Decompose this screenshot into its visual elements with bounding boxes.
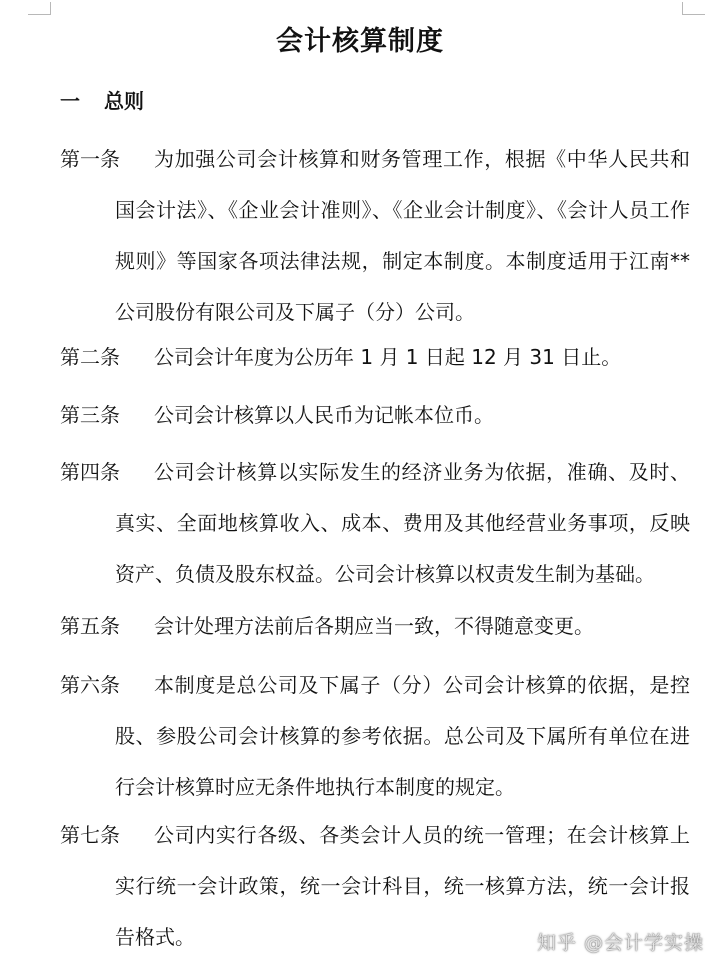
section-title: 总则 bbox=[104, 89, 144, 113]
article-4 bbox=[60, 447, 690, 600]
article-1 bbox=[60, 134, 690, 338]
article-label: 第五条 bbox=[60, 614, 120, 638]
article-label: 第二条 bbox=[60, 345, 120, 369]
section-number: 一 bbox=[60, 89, 80, 113]
article-text: 公司内实行各级、各类会计人员的统一管理；在会计核算上实行统一会计政策，统一会计科目，统一核算方法，统一会计报告格式。 bbox=[115, 823, 690, 949]
article-3 bbox=[60, 390, 690, 441]
article-label: 第四条 bbox=[60, 460, 120, 484]
article-5 bbox=[60, 601, 690, 652]
article-text: 公司会计核算以人民币为记帐本位币。 bbox=[154, 403, 494, 427]
page-corner-mark-right bbox=[682, 2, 705, 15]
article-label: 第七条 bbox=[60, 823, 120, 847]
article-text: 公司会计年度为公历年 1 月 1 日起 12 月 31 日止。 bbox=[154, 345, 622, 369]
article-6 bbox=[60, 660, 690, 813]
zhihu-watermark: 知乎 @会计学实操 bbox=[536, 932, 704, 954]
article-label: 第三条 bbox=[60, 403, 120, 427]
article-text: 公司会计核算以实际发生的经济业务为依据，准确、及时、真实、全面地核算收入、成本、费用及其他经营业务事项，反映资产、负债及股东权益。公司会计核算以权责发生制为基础。 bbox=[115, 460, 690, 586]
article-text: 本制度是总公司及下属子（分）公司会计核算的依据，是控股、参股公司会计核算的参考依据。总公司及下属所有单位在进行会计核算时应无条件地执行本制度的规定。 bbox=[115, 673, 690, 799]
section-heading bbox=[60, 86, 144, 116]
article-label: 第六条 bbox=[60, 673, 120, 697]
document-title: 会计核算制度 bbox=[276, 26, 444, 57]
article-text: 会计处理方法前后各期应当一致，不得随意变更。 bbox=[154, 614, 594, 638]
article-text: 为加强公司会计核算和财务管理工作，根据《中华人民共和国会计法》、《企业会计准则》、《企业会计制度》、《会计人员工作规则》等国家各项法律法规，制定本制度。本制度适用于江南**公司股份有限公司及下属子（分）公司。 bbox=[115, 147, 690, 324]
article-2 bbox=[60, 332, 690, 383]
article-label: 第一条 bbox=[60, 147, 120, 171]
page-corner-mark-left bbox=[28, 2, 51, 15]
